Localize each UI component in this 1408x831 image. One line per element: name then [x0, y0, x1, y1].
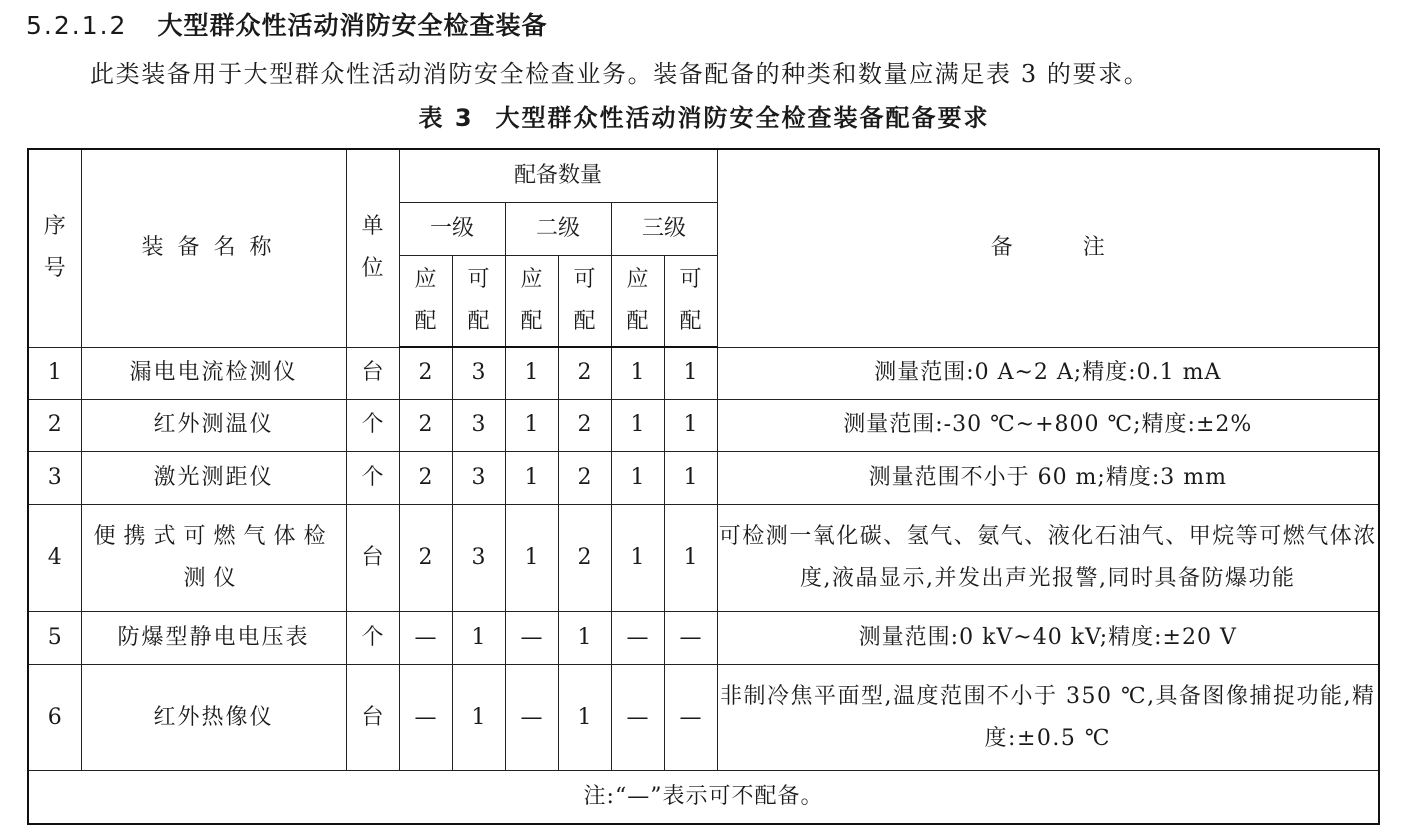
row-unit: 个 — [346, 451, 399, 504]
row-l3-optional: 1 — [664, 347, 717, 399]
row-l1-required: 2 — [399, 347, 452, 399]
intro-paragraph: 此类装备用于大型群众性活动消防安全检查业务。装备配备的种类和数量应满足表 3 的要求。 — [90, 60, 1150, 88]
row-name: 红外测温仪 — [81, 399, 346, 451]
row-l2-optional: 2 — [558, 505, 611, 611]
row-unit: 台 — [346, 505, 399, 611]
header-l2-optional: 可 配 — [558, 255, 611, 347]
row-name: 防爆型静电电压表 — [81, 611, 346, 664]
row-l3-optional: — — [664, 611, 717, 664]
row-l1-optional: 1 — [452, 664, 505, 770]
row-seq: 6 — [28, 664, 81, 770]
table-row — [28, 611, 1379, 664]
row-l2-required: 1 — [505, 505, 558, 611]
row-name: 激光测距仪 — [81, 451, 346, 504]
row-l1-required: 2 — [399, 505, 452, 611]
table-caption-label: 表 3 — [418, 104, 474, 132]
row-l1-optional: 3 — [452, 399, 505, 451]
table-row — [28, 399, 1379, 451]
row-seq: 5 — [28, 611, 81, 664]
row-l2-optional: 2 — [558, 399, 611, 451]
table-caption — [0, 98, 1408, 133]
header-remark: 备 注 — [717, 149, 1379, 347]
row-l2-optional: 1 — [558, 611, 611, 664]
row-seq: 2 — [28, 399, 81, 451]
header-quantity: 配备数量 — [399, 149, 717, 202]
row-name: 漏电电流检测仪 — [81, 347, 346, 399]
row-l2-required: — — [505, 664, 558, 770]
row-name: 便携式可燃气体检测仪 — [81, 505, 346, 611]
row-l1-required: — — [399, 611, 452, 664]
row-remark: 测量范围:-30 ℃~+800 ℃;精度:±2% — [717, 399, 1379, 451]
section-title: 大型群众性活动消防安全检查装备 — [157, 11, 548, 40]
row-l3-optional: 1 — [664, 399, 717, 451]
row-l1-required: 2 — [399, 399, 452, 451]
row-l3-required: 1 — [611, 505, 664, 611]
header-unit: 单 位 — [346, 149, 399, 347]
header-l3-required: 应 配 — [611, 255, 664, 347]
header-l1-required: 应 配 — [399, 255, 452, 347]
table-row — [28, 347, 1379, 399]
header-l1-optional: 可 配 — [452, 255, 505, 347]
row-remark: 非制冷焦平面型,温度范围不小于 350 ℃,具备图像捕捉功能,精度:±0.5 ℃ — [717, 664, 1379, 770]
row-l2-required: 1 — [505, 451, 558, 504]
row-l2-optional: 1 — [558, 664, 611, 770]
row-l3-required: 1 — [611, 347, 664, 399]
row-l1-optional: 1 — [452, 611, 505, 664]
row-l1-optional: 3 — [452, 505, 505, 611]
row-l1-required: — — [399, 664, 452, 770]
row-l3-required: 1 — [611, 451, 664, 504]
row-unit: 个 — [346, 611, 399, 664]
header-level-3: 三级 — [611, 202, 717, 255]
header-l2-required: 应 配 — [505, 255, 558, 347]
row-remark: 可检测一氧化碳、氢气、氨气、液化石油气、甲烷等可燃气体浓度,液晶显示,并发出声光报警,同时具备防爆功能 — [717, 505, 1379, 611]
table-caption-title: 大型群众性活动消防安全检查装备配备要求 — [495, 104, 990, 132]
row-l3-optional: — — [664, 664, 717, 770]
row-l3-optional: 1 — [664, 505, 717, 611]
equipment-table — [27, 148, 1380, 825]
table-row — [28, 664, 1379, 770]
row-name: 红外热像仪 — [81, 664, 346, 770]
row-seq: 3 — [28, 451, 81, 504]
row-l3-required: 1 — [611, 399, 664, 451]
row-l2-optional: 2 — [558, 347, 611, 399]
row-unit: 台 — [346, 664, 399, 770]
table-note-row — [28, 771, 1379, 824]
header-name: 装备名称 — [81, 149, 346, 347]
row-unit: 个 — [346, 399, 399, 451]
row-unit: 台 — [346, 347, 399, 399]
row-remark: 测量范围:0 kV~40 kV;精度:±20 V — [717, 611, 1379, 664]
row-remark: 测量范围不小于 60 m;精度:3 mm — [717, 451, 1379, 504]
header-level-2: 二级 — [505, 202, 611, 255]
row-l2-optional: 2 — [558, 451, 611, 504]
table-row — [28, 451, 1379, 504]
row-l1-optional: 3 — [452, 451, 505, 504]
row-l2-required: 1 — [505, 347, 558, 399]
row-seq: 1 — [28, 347, 81, 399]
row-l1-optional: 3 — [452, 347, 505, 399]
row-l2-required: — — [505, 611, 558, 664]
row-seq: 4 — [28, 505, 81, 611]
row-l3-optional: 1 — [664, 451, 717, 504]
row-l3-required: — — [611, 611, 664, 664]
table-row — [28, 505, 1379, 611]
section-number: 5.2.1.2 — [26, 11, 128, 40]
header-seq: 序 号 — [28, 149, 81, 347]
section-heading — [26, 6, 547, 42]
row-remark: 测量范围:0 A~2 A;精度:0.1 mA — [717, 347, 1379, 399]
row-l2-required: 1 — [505, 399, 558, 451]
row-l1-required: 2 — [399, 451, 452, 504]
table-note: 注:“—”表示可不配备。 — [28, 771, 1379, 824]
header-level-1: 一级 — [399, 202, 505, 255]
row-l3-required: — — [611, 664, 664, 770]
header-l3-optional: 可 配 — [664, 255, 717, 347]
